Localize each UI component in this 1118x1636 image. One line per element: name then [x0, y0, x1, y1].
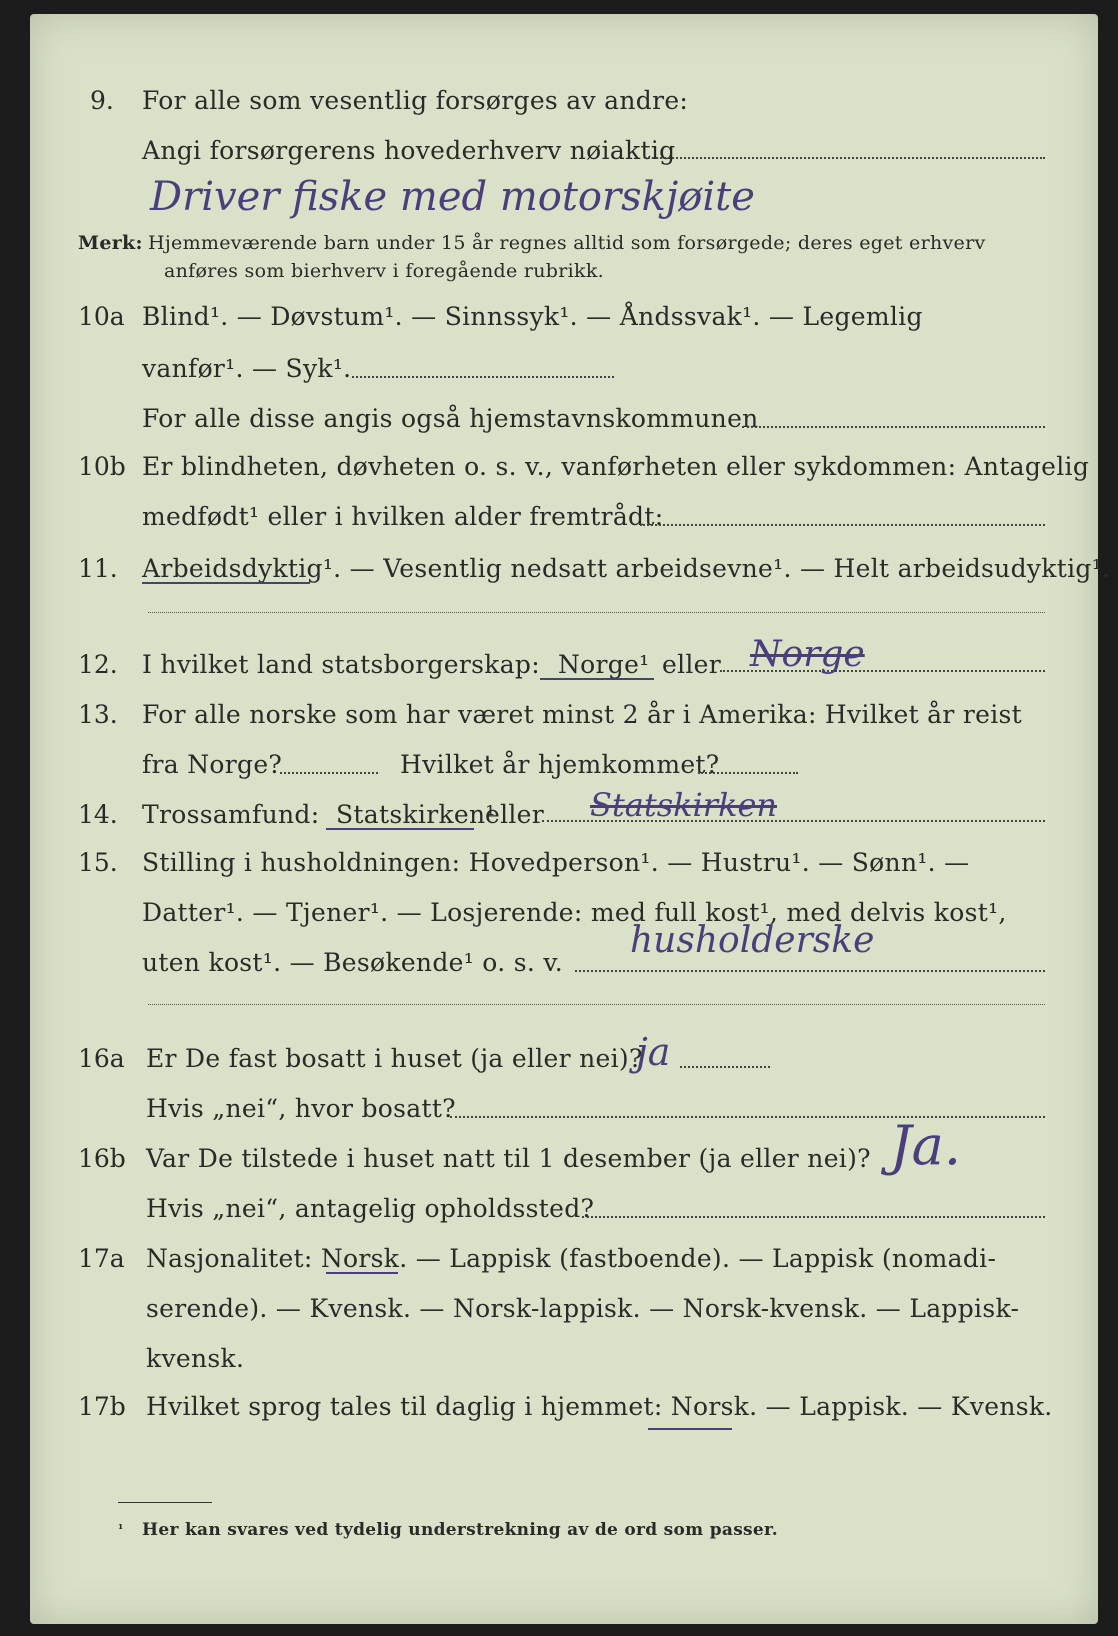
- q10a-hjemstavn-fill-line: [742, 426, 1045, 428]
- q13-line1: For alle norske som har været minst 2 år i Amerika: Hvilket år reist: [142, 700, 1023, 729]
- q13-number: 13.: [78, 700, 118, 729]
- q17a-line1: Nasjonalitet: Norsk. — Lappisk (fastboende). — Lappisk (nomadi-: [146, 1244, 997, 1273]
- q11-number: 11.: [78, 554, 118, 583]
- q10b-number: 10b: [78, 452, 126, 481]
- q15-line1: Stilling i husholdningen: Hovedperson¹. — Hustru¹. — Sønn¹. —: [142, 848, 970, 877]
- footnote-text: Her kan svares ved tydelig understrekning av de ord som passer.: [142, 1520, 778, 1540]
- q12-norge-option: Norge¹: [558, 650, 650, 679]
- q17a-answer-underline: [326, 1272, 398, 1274]
- q16b-line2: Hvis „nei“, antagelig opholdssted?: [146, 1194, 595, 1223]
- q13-line2b: Hvilket år hjemkommet?: [400, 750, 720, 779]
- q14-prefix: Trossamfund:: [142, 800, 320, 829]
- merk-line2: anføres som bierhverv i foregående rubrikk.: [164, 260, 604, 282]
- q9-line2: Angi forsørgerens hovederhverv nøiaktig: [142, 136, 676, 165]
- q10b-line2: medfødt¹ eller i hvilken alder fremtrådt:: [142, 502, 664, 531]
- q16a-number: 16a: [78, 1044, 125, 1073]
- q11-fill-line: [148, 612, 1045, 613]
- q11-line1: Arbeidsdyktig¹. — Vesentlig nedsatt arbeidsevne¹. — Helt arbeidsudyktig¹.: [142, 554, 1111, 583]
- q12-answer-underline: [540, 678, 654, 680]
- q14-number: 14.: [78, 800, 118, 829]
- q15-number: 15.: [78, 848, 118, 877]
- q15-fill-line: [575, 970, 1045, 972]
- q17b-answer-underline: [648, 1428, 732, 1430]
- q10a-line2: vanfør¹. — Syk¹.: [142, 354, 352, 383]
- footnote-mark: ¹: [118, 1522, 124, 1536]
- q16a-handwritten-answer: ja: [636, 1030, 671, 1074]
- q17b-line1: Hvilket sprog tales til daglig i hjemmet: Norsk. — Lappisk. — Kvensk.: [146, 1392, 1053, 1421]
- q14-handwritten-answer: Statskirken: [590, 786, 777, 824]
- q16a-line1: Er De fast bosatt i huset (ja eller nei)?: [146, 1044, 643, 1073]
- q13-hjemkommet-fill-line: [698, 772, 798, 774]
- q12-handwritten-answer: Norge: [750, 634, 865, 675]
- q10a-fill-line: [352, 376, 614, 378]
- q17b-number: 17b: [78, 1392, 126, 1421]
- q13-reist-fill-line: [280, 772, 378, 774]
- q10b-line1: Er blindheten, døvheten o. s. v., vanførheten eller sykdommen: Antagelig: [142, 452, 1090, 481]
- q12-eller: eller: [662, 650, 722, 679]
- q17a-line2: serende). — Kvensk. — Norsk-lappisk. — Norsk-kvensk. — Lappisk-: [146, 1294, 1020, 1323]
- q16a-line2: Hvis „nei“, hvor bosatt?: [146, 1094, 456, 1123]
- q9-number: 9.: [90, 86, 114, 115]
- q16b-fill-line: [582, 1216, 1045, 1218]
- q10b-fill-line: [640, 524, 1045, 526]
- census-form-page: [30, 14, 1111, 1624]
- q12-number: 12.: [78, 650, 118, 679]
- q15-line2: Datter¹. — Tjener¹. — Losjerende: med full kost¹, med delvis kost¹,: [142, 898, 1007, 927]
- q9-fill-line: [645, 157, 1045, 159]
- q12-prefix: I hvilket land statsborgerskap:: [142, 650, 540, 679]
- q15-handwritten-answer: husholderske: [630, 920, 875, 961]
- q14-statskirken-option: Statskirken¹: [336, 800, 496, 829]
- q14-eller: eller: [485, 800, 545, 829]
- q17a-line3: kvensk.: [146, 1344, 245, 1373]
- q16b-line1: Var De tilstede i huset natt til 1 desember (ja eller nei)?: [146, 1144, 871, 1173]
- q10a-line3: For alle disse angis også hjemstavnskommunen: [142, 404, 759, 433]
- q17a-number: 17a: [78, 1244, 125, 1273]
- q15-extra-fill-line: [148, 1004, 1045, 1005]
- q16b-number: 16b: [78, 1144, 126, 1173]
- merk-line1: Hjemmeværende barn under 15 år regnes alltid som forsørgede; deres eget erhverv: [148, 232, 986, 254]
- footnote-rule: [118, 1502, 212, 1503]
- q16b-handwritten-answer: Ja.: [890, 1114, 962, 1177]
- q11-answer-underline: [142, 582, 310, 584]
- q15-line3: uten kost¹. — Besøkende¹ o. s. v.: [142, 948, 564, 977]
- q16a-fill-line: [680, 1066, 770, 1068]
- merk-label: Merk:: [78, 232, 143, 254]
- q10a-number: 10a: [78, 302, 125, 331]
- q14-answer-underline: [326, 828, 474, 830]
- q13-line2a: fra Norge?: [142, 750, 283, 779]
- q9-line1: For alle som vesentlig forsørges av andre:: [142, 86, 689, 115]
- q9-handwritten-answer: Driver fiske med motorskjøite: [150, 174, 755, 220]
- q10a-line1: Blind¹. — Døvstum¹. — Sinnssyk¹. — Åndssvak¹. — Legemlig: [142, 302, 923, 331]
